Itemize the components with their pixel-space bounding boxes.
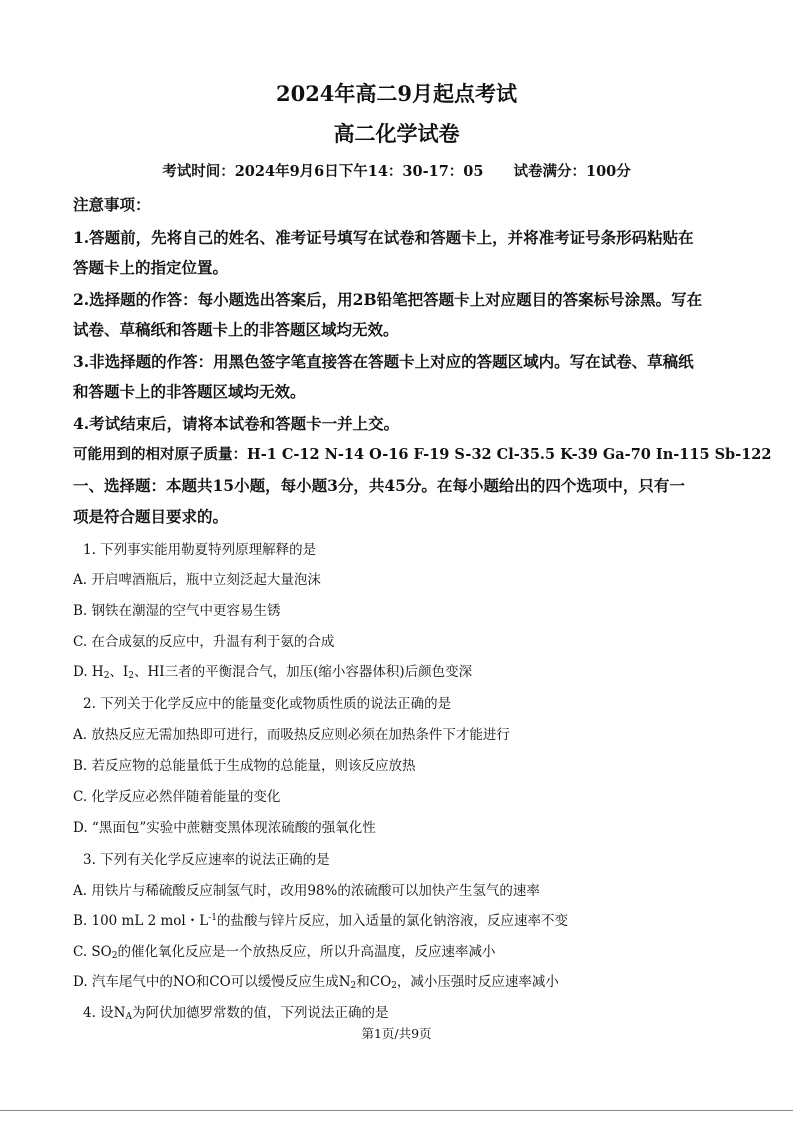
- question-stem: 2. 下列关于化学反应中的能量变化或物质性质的说法正确的是: [83, 696, 452, 712]
- note-line: 4.考试结束后，请将本试卷和答题卡一并上交。: [73, 414, 400, 433]
- atomic-masses: 可能用到的相对原子质量：H-1 C-12 N-14 O-16 F-19 S-32 Cl-35.5 K-39 Ga-70 In-115 Sb-122: [73, 446, 772, 463]
- note-line: 3.非选择题的作答：用黑色签字笔直接答在答题卡上对应的答题区域内。写在试卷、草稿纸: [73, 352, 694, 371]
- option-b: B. 若反应物的总能量低于生成物的总能量，则该反应放热: [73, 758, 416, 774]
- exam-title: 2024年高二9月起点考试: [275, 81, 518, 106]
- option-a: A. 用铁片与稀硫酸反应制氢气时，改用98%的浓硫酸可以加快产生氢气的速率: [73, 883, 540, 899]
- exam-subtitle: 高二化学试卷: [333, 121, 460, 146]
- section-heading: 一、选择题：本题共15小题，每小题3分，共45分。在每小题给出的四个选项中，只有一: [73, 476, 685, 495]
- bottom-divider: [0, 1110, 793, 1111]
- option-c: C. 化学反应必然伴随着能量的变化: [73, 789, 281, 805]
- option-d: D. $H_2$、$I_2$、HI三者的平衡混合气，加压(缩小容器体积)后颜色变深: [73, 664, 473, 681]
- page-number: 第1页/共9页: [361, 1026, 432, 1041]
- question-stem: 4. 设$N_A$为阿伏加德罗常数的值，下列说法正确的是: [83, 1005, 389, 1022]
- notes-heading: 注意事项：: [73, 195, 151, 214]
- full-score: 试卷满分：100分: [513, 163, 631, 180]
- option-a: A. 放热反应无需加热即可进行，而吸热反应则必须在加热条件下才能进行: [73, 727, 510, 743]
- note-line: 答题卡上的指定位置。: [73, 258, 229, 277]
- section-heading-cont: 项是符合题目要求的。: [73, 507, 229, 526]
- exam-meta: [0, 160, 793, 181]
- question-stem: 3. 下列有关化学反应速率的说法正确的是: [83, 852, 330, 868]
- note-line: 试卷、草稿纸和答题卡上的非答题区域均无效。: [73, 320, 399, 339]
- option-b: B. 100 mL 2 mol・$L^{-1}$的盐酸与锌片反应，加入适量的氯化钠溶液，反应速率不变: [73, 913, 568, 929]
- question-stem: 1. 下列事实能用勒夏特列原理解释的是: [83, 542, 317, 558]
- note-line: 1.答题前，先将自己的姓名、准考证号填写在试卷和答题卡上，并将准考证号条形码粘贴在: [73, 228, 694, 247]
- option-d: D. 汽车尾气中的NO和CO可以缓慢反应生成$N_2$和$CO_2$，减小压强时反应速率减小: [73, 974, 559, 991]
- exam-time: 考试时间：2024年9月6日下午14：30-17：05: [162, 163, 484, 180]
- option-c: C. 在合成氨的反应中，升温有利于氨的合成: [73, 634, 335, 650]
- note-line: 2.选择题的作答：每小题选出答案后，用2B铅笔把答题卡上对应题目的答案标号涂黑。写在: [73, 290, 703, 309]
- option-b: B. 钢铁在潮湿的空气中更容易生锈: [73, 603, 281, 619]
- option-a: A. 开启啤酒瓶后，瓶中立刻泛起大量泡沫: [73, 572, 321, 588]
- option-d: D. “黑面包”实验中蔗糖变黑体现浓硫酸的强氧化性: [73, 820, 376, 836]
- note-line: 和答题卡上的非答题区域均无效。: [73, 382, 306, 401]
- option-c: C. $SO_2$的催化氧化反应是一个放热反应，所以升高温度，反应速率减小: [73, 944, 496, 961]
